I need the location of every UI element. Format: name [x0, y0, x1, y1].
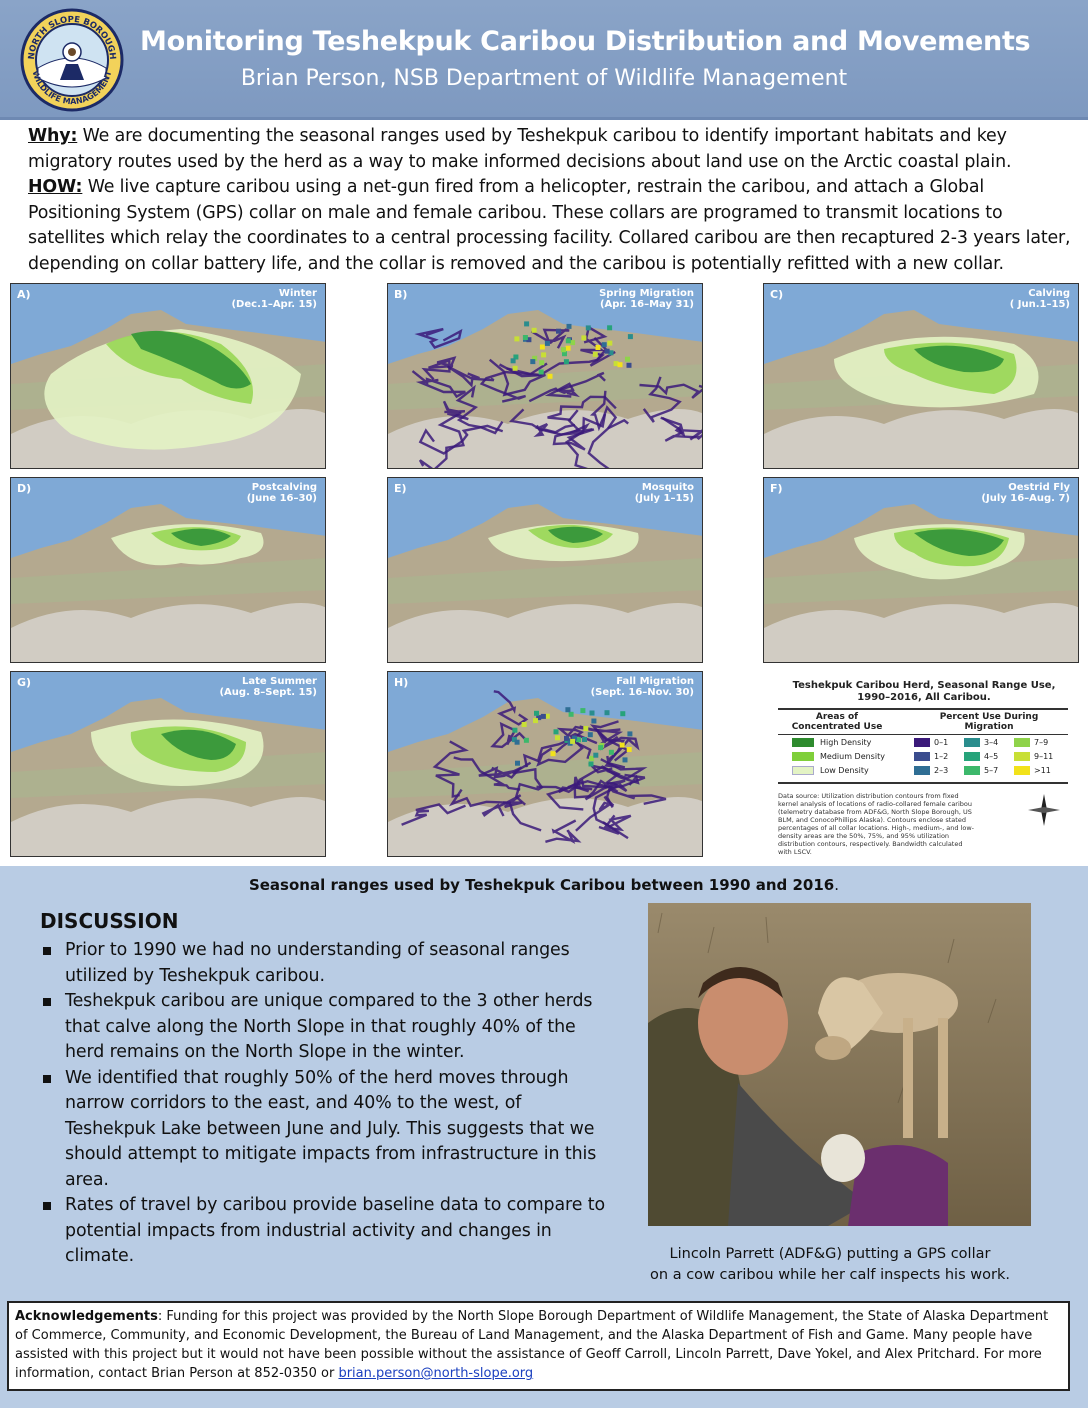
- map-drawing: [11, 672, 326, 857]
- percent-swatch: [1014, 752, 1030, 761]
- map-drawing: [764, 478, 1079, 663]
- north-slope-borough-logo: [20, 8, 124, 112]
- low-density-swatch: [792, 766, 814, 775]
- map-letter: F): [770, 482, 783, 495]
- percent-swatch: [964, 738, 980, 747]
- map-title: Fall Migration (Sept. 16–Nov. 30): [590, 676, 694, 698]
- why-label: Why:: [28, 126, 78, 146]
- map-title: Mosquito (July 1–15): [634, 482, 694, 504]
- map-postcalving: [10, 477, 326, 663]
- percent-swatch: [964, 752, 980, 761]
- contact-email-link[interactable]: brian.person@north-slope.org: [338, 1366, 534, 1381]
- discussion-list: [40, 938, 610, 1270]
- percent-label: 7–9: [1034, 738, 1049, 747]
- high-density-label: High Density: [820, 738, 872, 747]
- high-density-swatch: [792, 738, 814, 747]
- discussion-heading: DISCUSSION: [40, 909, 179, 933]
- map-drawing: [764, 284, 1079, 469]
- map-letter: G): [17, 676, 32, 689]
- map-drawing: [11, 284, 326, 469]
- map-title: Late Summer (Aug. 8–Sept. 15): [219, 676, 317, 698]
- percent-label: 0–1: [934, 738, 949, 747]
- percent-swatch: [914, 752, 930, 761]
- legend-source-note: Data source: Utilization distribution contours from fixed kernel analysis of locations of radio-collared female caribou (telemetry database from ADF&G, North Slope Borough, US BLM, and ConocoPhillips Alaska). Contours enclose stated percentages of all collar locations. High-, medium-, and low-density areas are the 50%, 75%, and 95% utilization distribution contours, respectively. Bandwidth calculated with LSCV.: [778, 792, 974, 856]
- medium-density-label: Medium Density: [820, 752, 885, 761]
- compass-icon: [1026, 792, 1062, 828]
- medium-density-swatch: [792, 752, 814, 761]
- map-mosquito: [387, 477, 703, 663]
- map-drawing: [11, 478, 326, 663]
- discussion-bullet: Rates of travel by caribou provide baseline data to compare to potential impacts from industrial activity and changes in climate.: [40, 1193, 610, 1270]
- acknowledgements-text: : Funding for this project was provided by the North Slope Borough Department of Wildlife Management, the State of Alaska Department of Commerce, Community, and Economic Development, the Bureau of Land Management, and the Alaska Department of Fish and Game. Many people have assisted with this project but it would not have been possible without the assistance of Geoff Carroll, Lincoln Parrett, Dave Yokel, and Alex Pritchard. For more information, contact Brian Person at 852-0350 or: [15, 1309, 1049, 1381]
- map-letter: B): [394, 288, 408, 301]
- percent-swatch: [964, 766, 980, 775]
- map-title: Spring Migration (Apr. 16–May 31): [599, 288, 694, 310]
- svg-text:WILDLIFE MANAGEMENT: WILDLIFE MANAGEMENT: [30, 69, 114, 107]
- legend-title: Teshekpuk Caribou Herd, Seasonal Range Use, 1990–2016, All Caribou.: [792, 680, 1056, 703]
- discussion-bullet: Teshekpuk caribou are unique compared to the 3 other herds that calve along the North Slope in that roughly 40% of the herd remains on the North Slope in the winter.: [40, 989, 610, 1066]
- why-text: We are documenting the seasonal ranges used by Teshekpuk caribou to identify important habitats and key migratory routes used by the herd as a way to make informed decisions about land use on the Arctic coastal plain.: [28, 126, 1012, 172]
- figure-caption: Seasonal ranges used by Teshekpuk Caribou between 1990 and 2016.: [248, 876, 840, 894]
- legend-col2-head: Percent Use During Migration: [939, 712, 1039, 732]
- percent-label: 2–3: [934, 766, 949, 775]
- legend-col1-head: Areas of Concentrated Use: [791, 712, 883, 732]
- map-calving: [763, 283, 1079, 469]
- intro-paragraph: [28, 124, 1078, 277]
- map-late-summer: [10, 671, 326, 857]
- discussion-bullet: We identified that roughly 50% of the herd moves through narrow corridors to the east, and 40% to the west, of Teshekpuk Lake between June and July. This suggests that we should attempt to mitigate impacts from infrastructure in this area.: [40, 1066, 610, 1194]
- percent-swatch: [1014, 766, 1030, 775]
- map-drawing: [388, 284, 703, 469]
- caribou-collaring-photo: [648, 903, 1031, 1226]
- percent-label: 1–2: [934, 752, 949, 761]
- percent-label: 3–4: [984, 738, 999, 747]
- how-text: We live capture caribou using a net-gun fired from a helicopter, restrain the caribou, and attach a Global Positioning System (GPS) collar on male and female caribou. These collars are programed to transmit locations to satellites which relay the coordinates to a central processing facility. Collared caribou are then recaptured 2-3 years later, depending on collar battery life, and the collar is removed and the caribou is potentially refitted with a new collar.: [28, 177, 1071, 274]
- percent-label: 9–11: [1034, 752, 1054, 761]
- map-fall-migration: [387, 671, 703, 857]
- photo-caption: Lincoln Parrett (ADF&G) putting a GPS collar on a cow caribou while her calf inspects his work.: [650, 1246, 1010, 1283]
- percent-swatch: [914, 766, 930, 775]
- acknowledgements-box: [7, 1301, 1070, 1391]
- percent-label: 4–5: [984, 752, 999, 761]
- map-drawing: [388, 478, 703, 663]
- map-letter: H): [394, 676, 409, 689]
- map-drawing: [388, 672, 703, 857]
- map-winter: [10, 283, 326, 469]
- discussion-bullet: Prior to 1990 we had no understanding of seasonal ranges utilized by Teshekpuk caribou.: [40, 938, 610, 989]
- map-letter: A): [17, 288, 31, 301]
- map-title: Calving ( Jun.1–15): [1009, 288, 1070, 310]
- how-label: HOW:: [28, 177, 83, 197]
- poster-subtitle: Brian Person, NSB Department of Wildlife Management: [240, 66, 848, 91]
- percent-label: >11: [1034, 766, 1051, 775]
- map-title: Postcalving (June 16–30): [246, 482, 317, 504]
- percent-swatch: [1014, 738, 1030, 747]
- acknowledgements-label: Acknowledgements: [15, 1309, 158, 1324]
- map-title: Oestrid Fly (July 16–Aug. 7): [981, 482, 1070, 504]
- svg-text:NORTH SLOPE BOROUGH: NORTH SLOPE BOROUGH: [26, 14, 118, 60]
- header-banner: [0, 0, 1088, 120]
- map-letter: D): [17, 482, 32, 495]
- map-title: Winter (Dec.1–Apr. 15): [231, 288, 317, 310]
- map-oestrid-fly: [763, 477, 1079, 663]
- percent-swatch: [914, 738, 930, 747]
- low-density-label: Low Density: [820, 766, 869, 775]
- map-legend: [774, 680, 1074, 860]
- map-letter: E): [394, 482, 407, 495]
- map-spring-migration: [387, 283, 703, 469]
- poster-title: Monitoring Teshekpuk Caribou Distribution and Movements: [140, 26, 1031, 57]
- percent-label: 5–7: [984, 766, 999, 775]
- map-letter: C): [770, 288, 784, 301]
